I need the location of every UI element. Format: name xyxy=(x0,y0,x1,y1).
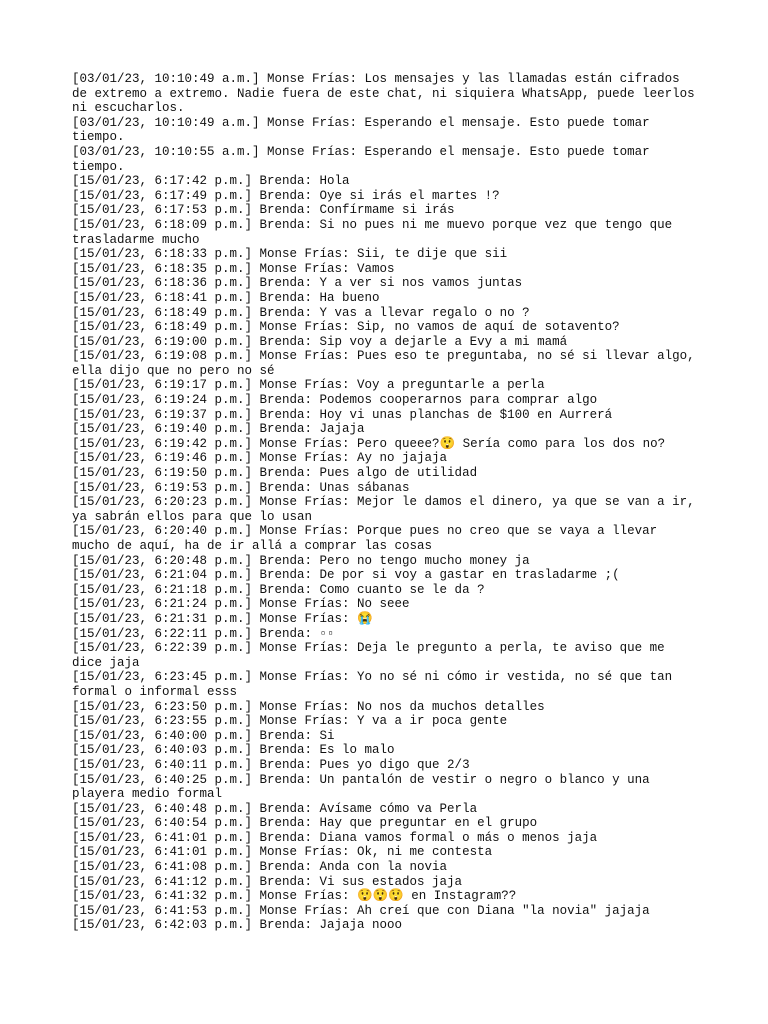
chat-message: [15/01/23, 6:19:08 p.m.] Monse Frías: Pues eso te preguntaba, no sé si llevar algo, ella dijo que no pero no sé xyxy=(72,349,695,378)
chat-message: [15/01/23, 6:22:39 p.m.] Monse Frías: Deja le pregunto a perla, te aviso que me dice jaja xyxy=(72,641,665,670)
chat-message: [15/01/23, 6:18:49 p.m.] Monse Frías: Sip, no vamos de aquí de sotavento? xyxy=(72,320,620,335)
chat-message: [15/01/23, 6:20:23 p.m.] Monse Frías: Mejor le damos el dinero, ya que se van a ir, ya sabrán ellos para que lo usan xyxy=(72,495,695,524)
chat-message: [15/01/23, 6:23:45 p.m.] Monse Frías: Yo no sé ni cómo ir vestida, no sé que tan formal o informal esss xyxy=(72,670,673,699)
chat-message: [15/01/23, 6:41:12 p.m.] Brenda: Vi sus estados jaja xyxy=(72,874,463,889)
chat-message: [15/01/23, 6:19:53 p.m.] Brenda: Unas sábanas xyxy=(72,480,410,495)
chat-message: [15/01/23, 6:18:41 p.m.] Brenda: Ha bueno xyxy=(72,290,380,305)
chat-message: [15/01/23, 6:17:49 p.m.] Brenda: Oye si irás el martes !? xyxy=(72,188,500,203)
chat-message: [15/01/23, 6:40:25 p.m.] Brenda: Un pantalón de vestir o negro o blanco y una playera medio formal xyxy=(72,772,650,802)
chat-message: [15/01/23, 6:21:31 p.m.] Monse Frías: 😭 xyxy=(72,611,373,626)
chat-message: [15/01/23, 6:18:33 p.m.] Monse Frías: Sii, te dije que sii xyxy=(72,247,508,262)
chat-message: [15/01/23, 6:23:50 p.m.] Monse Frías: No nos da muchos detalles xyxy=(72,699,545,714)
chat-message: [15/01/23, 6:23:55 p.m.] Monse Frías: Y va a ir poca gente xyxy=(72,714,508,729)
chat-message: [15/01/23, 6:41:01 p.m.] Brenda: Diana vamos formal o más o menos jaja xyxy=(72,830,598,845)
chat-message: [15/01/23, 6:40:54 p.m.] Brenda: Hay que preguntar en el grupo xyxy=(72,816,538,831)
chat-message: [15/01/23, 6:18:49 p.m.] Brenda: Y vas a llevar regalo o no ? xyxy=(72,305,530,320)
chat-message: [15/01/23, 6:19:37 p.m.] Brenda: Hoy vi unas planchas de $100 en Aurrerá xyxy=(72,407,613,422)
chat-message: [15/01/23, 6:21:24 p.m.] Monse Frías: No seee xyxy=(72,597,410,612)
chat-transcript xyxy=(72,72,712,933)
chat-message: [15/01/23, 6:41:32 p.m.] Monse Frías: 😲😲😲 en Instagram?? xyxy=(72,889,517,904)
chat-message: [15/01/23, 6:21:18 p.m.] Brenda: Como cuanto se le da ? xyxy=(72,582,485,597)
chat-message: [15/01/23, 6:19:17 p.m.] Monse Frías: Voy a preguntarle a perla xyxy=(72,378,545,393)
chat-message: [15/01/23, 6:20:48 p.m.] Brenda: Pero no tengo mucho money ja xyxy=(72,553,530,568)
chat-message: [03/01/23, 10:10:49 a.m.] Monse Frías: Esperando el mensaje. Esto puede tomar tiempo. xyxy=(72,115,650,145)
chat-message: [03/01/23, 10:10:55 a.m.] Monse Frías: Esperando el mensaje. Esto puede tomar tiempo. xyxy=(72,144,650,174)
chat-message: [15/01/23, 6:18:09 p.m.] Brenda: Si no pues ni me muevo porque vez que tengo que trasladarme mucho xyxy=(72,217,673,247)
chat-message: [15/01/23, 6:19:42 p.m.] Monse Frías: Pero queee?😲 Sería como para los dos no? xyxy=(72,436,666,451)
chat-message: [15/01/23, 6:40:00 p.m.] Brenda: Si xyxy=(72,728,335,743)
chat-message: [15/01/23, 6:19:46 p.m.] Monse Frías: Ay no jajaja xyxy=(72,451,448,466)
chat-message: [15/01/23, 6:17:53 p.m.] Brenda: Confírmame si irás xyxy=(72,203,455,218)
chat-message: [15/01/23, 6:40:48 p.m.] Brenda: Avísame cómo va Perla xyxy=(72,801,478,816)
chat-message: [03/01/23, 10:10:49 a.m.] Monse Frías: Los mensajes y las llamadas están cifrados de extremo a extremo. Nadie fuera de este chat, ni siquiera WhatsApp, puede leerlos ni escucharlos. xyxy=(72,72,695,116)
chat-message: [15/01/23, 6:19:24 p.m.] Brenda: Podemos cooperarnos para comprar algo xyxy=(72,393,598,408)
chat-message: [15/01/23, 6:41:53 p.m.] Monse Frías: Ah creí que con Diana "la novia" jajaja xyxy=(72,903,650,918)
chat-message: [15/01/23, 6:41:08 p.m.] Brenda: Anda con la novia xyxy=(72,860,448,875)
chat-message: [15/01/23, 6:40:03 p.m.] Brenda: Es lo malo xyxy=(72,743,395,758)
chat-message: [15/01/23, 6:40:11 p.m.] Brenda: Pues yo digo que 2/3 xyxy=(72,757,470,772)
chat-message: [15/01/23, 6:22:11 p.m.] Brenda: ▫▫ xyxy=(72,626,335,641)
chat-message: [15/01/23, 6:18:35 p.m.] Monse Frías: Vamos xyxy=(72,261,395,276)
chat-message: [15/01/23, 6:20:40 p.m.] Monse Frías: Porque pues no creo que se vaya a llevar mucho de aquí, ha de ir allá a comprar las cosas xyxy=(72,524,658,553)
chat-message: [15/01/23, 6:42:03 p.m.] Brenda: Jajaja nooo xyxy=(72,918,403,933)
chat-message: [15/01/23, 6:19:40 p.m.] Brenda: Jajaja xyxy=(72,422,365,437)
chat-message: [15/01/23, 6:17:42 p.m.] Brenda: Hola xyxy=(72,174,350,189)
chat-message: [15/01/23, 6:21:04 p.m.] Brenda: De por si voy a gastar en trasladarme ;( xyxy=(72,568,620,583)
chat-message: [15/01/23, 6:18:36 p.m.] Brenda: Y a ver si nos vamos juntas xyxy=(72,276,523,291)
chat-message: [15/01/23, 6:19:00 p.m.] Brenda: Sip voy a dejarle a Evy a mi mamá xyxy=(72,334,568,349)
chat-message: [15/01/23, 6:41:01 p.m.] Monse Frías: Ok, ni me contesta xyxy=(72,845,493,860)
chat-message: [15/01/23, 6:19:50 p.m.] Brenda: Pues algo de utilidad xyxy=(72,466,478,481)
